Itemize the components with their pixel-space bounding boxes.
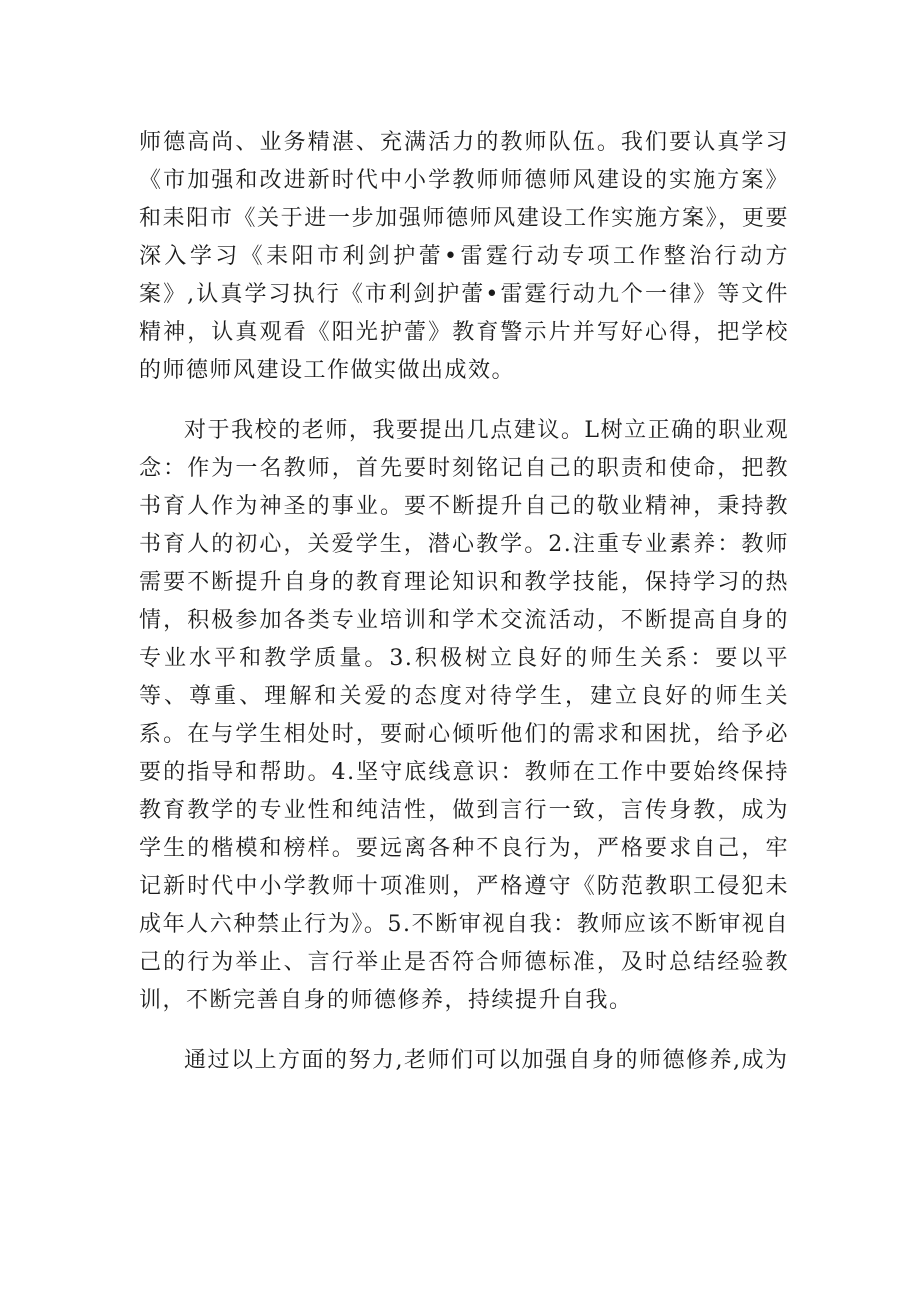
document-body bbox=[139, 124, 789, 1080]
paragraph-3: 通过以上方面的努力,老师们可以加强自身的师德修养,成为 bbox=[184, 1048, 789, 1073]
paragraph-2: 对于我校的老师，我要提出几点建议。L树立正确的职业观念：作为一名教师，首先要时刻铭记自己的职责和使命，把教书育人作为神圣的事业。要不断提升自己的敬业精神，秉持教书育人的初心，关爱学生，潜心教学。2.注重专业素养：教师需要不断提升自身的教育理论知识和教学技能，保持学习的热情，积极参加各类专业培训和学术交流活动，不断提高自身的专业水平和教学质量。3.积极树立良好的师生关系：要以平等、尊重、理解和关爱的态度对待学生，建立良好的师生关系。在与学生相处时，要耐心倾听他们的需求和困扰，给予必要的指导和帮助。4.坚守底线意识：教师在工作中要始终保持教育教学的专业性和纯洁性，做到言行一致，言传身教，成为学生的楷模和榜样。要远离各种不良行为，严格要求自己，牢记新时代中小学教师十项准则，严格遵守《防范教职工侵犯未成年人六种禁止行为》。5.不断审视自我：教师应该不断审视自己的行为举止、言行举止是否符合师德标准，及时总结经验教训，不断完善自身的师德修养，持续提升自我。 bbox=[139, 418, 789, 1013]
paragraph-1: 师德高尚、业务精湛、充满活力的教师队伍。我们要认真学习《市加强和改进新时代中小学教师师德师风建设的实施方案》和耒阳市《关于进一步加强师德师风建设工作实施方案》，更要深入学习《耒阳市利剑护蕾•雷霆行动专项工作整治行动方案》,认真学习执行《市利剑护蕾•雷霆行动九个一律》等文件精神，认真观看《阳光护蕾》教育警示片并写好心得，把学校的师德师风建设工作做实做出成效。 bbox=[139, 130, 789, 383]
